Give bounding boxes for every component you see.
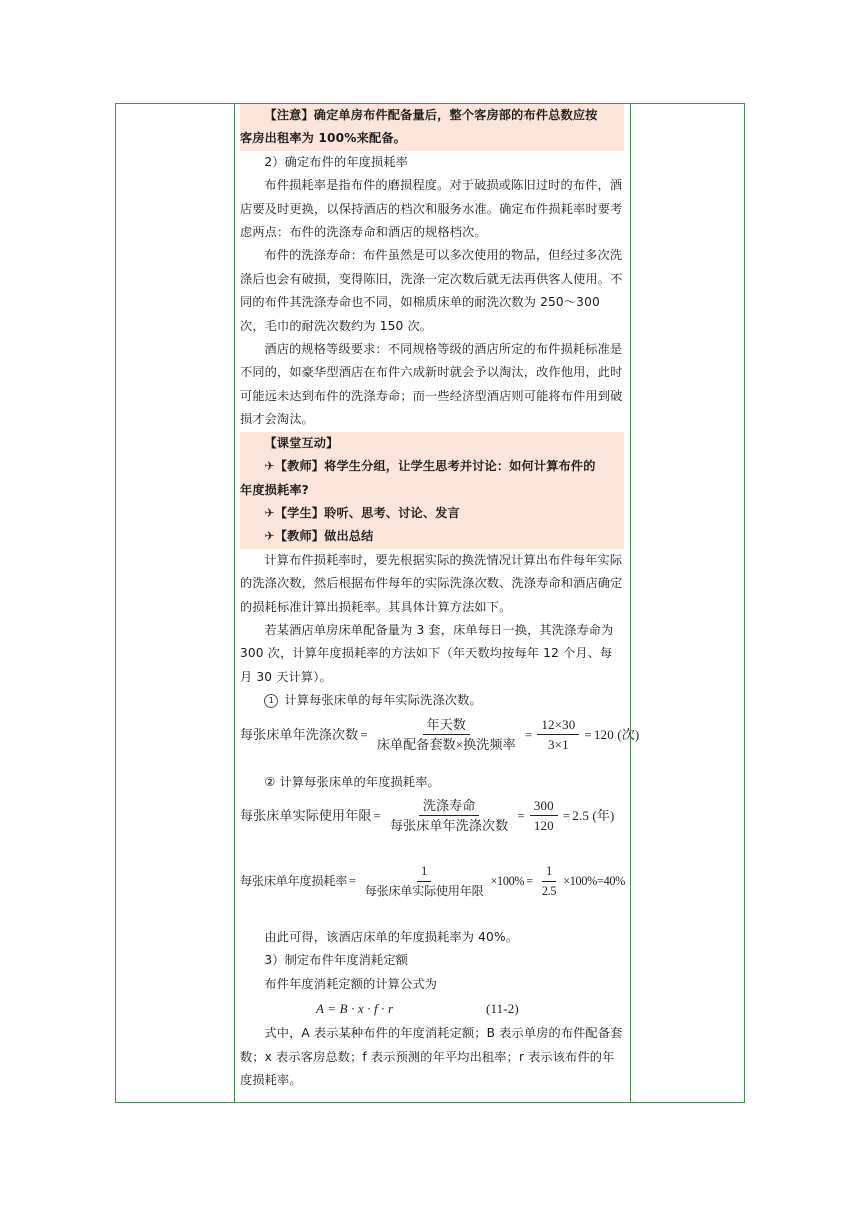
plane-icon: ✈ (264, 529, 275, 544)
section3-title: 3）制定布件年度消耗定额 (264, 953, 409, 968)
circled-number: 1 (264, 694, 278, 708)
conclusion: 由此可得，该酒店床单的年度损耗率为 40%。 (264, 929, 519, 944)
formula-loss-rate: 每张床单年度损耗率 = $\frac{1}{\text{每张床单实际使用年限}}$ ×100% = $\frac{1}{2.5}$ ×100%=40% (240, 864, 626, 899)
note-highlight (240, 104, 624, 151)
step2-line: ② 计算每张床单的年度损耗率。 (264, 774, 440, 789)
teacher-line-2: ✈【教师】做出总结 (264, 529, 374, 544)
paragraph: 计算布件损耗率时，要先根据实际的换洗情况计算出布件每年实际的洗涤次数，然后根据布件每年的实际洗涤次数、洗涤寿命和酒店确定的损耗标准计算出损耗率。其具体计算方法如下。 (240, 552, 623, 614)
step1-line: 1 计算每张床单的每年实际洗涤次数。 (240, 689, 624, 712)
interaction-title: 【课堂互动】 (264, 435, 339, 450)
formula-11-2: A = B · x · f · r (11-2) (316, 1001, 519, 1017)
note-line-2: 客房出租率为 100%来配备。 (240, 131, 407, 146)
formula-wash-count: 每张床单年洗涤次数 = $\frac{\text{年天数}}{\text{床单配备套数×换洗频率}}$ = $\frac{12\times 30}{3\times 1}$ = 120 (次) (240, 717, 640, 753)
content-cell (240, 104, 640, 1092)
teacher-line-1-cont: 年度损耗率? (240, 482, 309, 497)
note-line-1: 【注意】确定单房布件配备量后，整个客房部的布件总数应按 (264, 108, 598, 122)
paragraph: 布件的洗涤寿命：布件虽然是可以多次使用的物品，但经过多次洗涤后也会有破损，变得陈旧，洗涤一定次数后就无法再供客人使用。不同的布件其洗涤寿命也不同，如棉质床单的耐洗次数为 250～300 次，毛巾的耐洗次数约为 150 次。 (240, 248, 623, 333)
paragraph: 若某酒店单房床单配备量为 3 套，床单每日一换，其洗涤寿命为 300 次，计算年度损耗率的方法如下（年天数均按每年 12 个月、每月 30 天计算）。 (240, 622, 614, 684)
plane-icon: ✈ (264, 459, 275, 474)
teacher-line-1: ✈【教师】将学生分组，让学生思考并讨论：如何计算布件的 (264, 459, 596, 474)
formula-explanation: 式中，A 表示某种布件的年度消耗定额；B 表示单房的布件配备套数；x 表示客房总数；f 表示预测的年平均出租率；r 表示该布件的年度损耗率。 (240, 1026, 623, 1087)
section2-title: 2）确定布件的年度损耗率 (264, 154, 409, 169)
formula-service-life: 每张床单实际使用年限 = $\frac{\text{洗涤寿命}}{\text{每张床单年洗涤次数}}$ = $\frac{300}{120}$ = 2.5 (年) (240, 798, 615, 834)
right-column-divider (630, 104, 631, 1102)
interaction-highlight (240, 432, 624, 549)
formula-intro: 布件年度消耗定额的计算公式为 (264, 976, 438, 991)
student-line: ✈【学生】聆听、思考、讨论、发言 (264, 505, 460, 520)
left-column-divider (234, 104, 235, 1102)
paragraph: 酒店的规格等级要求：不同规格等级的酒店所定的布件损耗标准是不同的，如豪华型酒店在布件六成新时就会予以淘汰，改作他用，此时可能远未达到布件的洗涤寿命；而一些经济型酒店则可能将布件用到破损才会淘汰。 (240, 342, 623, 427)
plane-icon: ✈ (264, 505, 275, 520)
paragraph: 布件损耗率是指布件的磨损程度。对于破损或陈旧过时的布件，酒店要及时更换，以保持酒店的档次和服务水准。确定布件损耗率时要考虑两点：布件的洗涤寿命和酒店的规格档次。 (240, 178, 623, 240)
table-frame (115, 103, 745, 1103)
